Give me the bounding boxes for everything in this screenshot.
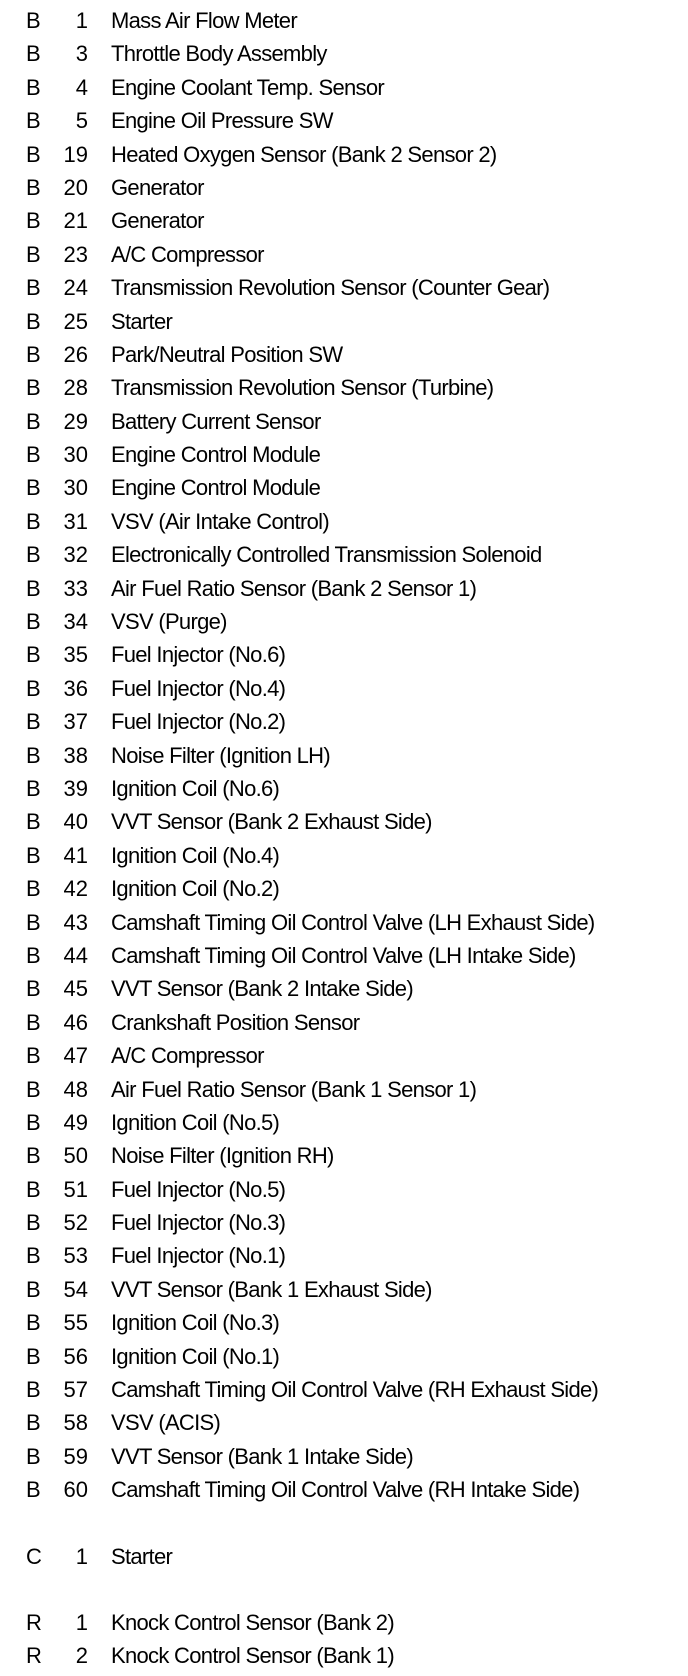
- connector-letter: B: [26, 1310, 41, 1336]
- connector-row: [0, 271, 688, 304]
- connector-number: 41: [63, 842, 88, 868]
- connector-row: [0, 1440, 688, 1473]
- connector-description: Camshaft Timing Oil Control Valve (RH Exhaust Side): [111, 1377, 599, 1403]
- connector-letter: B: [26, 241, 41, 267]
- connector-row: [0, 471, 688, 504]
- connector-number: 20: [63, 174, 88, 200]
- connector-row: [0, 1139, 688, 1172]
- connector-row: [0, 1406, 688, 1439]
- connector-row: [0, 1073, 688, 1106]
- connector-number: 36: [63, 675, 88, 701]
- connector-letter: B: [26, 108, 41, 134]
- connector-letter: R: [26, 1609, 42, 1635]
- connector-row: [0, 1639, 688, 1672]
- connector-number: 50: [63, 1143, 88, 1169]
- connector-letter: B: [26, 542, 41, 568]
- connector-letter: B: [26, 442, 41, 468]
- connector-number: 32: [63, 542, 88, 568]
- connector-row: [0, 1239, 688, 1272]
- connector-row: [0, 1006, 688, 1039]
- connector-number: 30: [63, 475, 88, 501]
- connector-row: [0, 906, 688, 939]
- connector-number: 39: [63, 775, 88, 801]
- connector-letter: B: [26, 41, 41, 67]
- connector-description: Fuel Injector (No.4): [111, 675, 286, 701]
- connector-letter: B: [26, 1377, 41, 1403]
- connector-letter: B: [26, 775, 41, 801]
- connector-description: Ignition Coil (No.2): [111, 876, 280, 902]
- connector-letter: B: [26, 1343, 41, 1369]
- connector-number: 2: [75, 1643, 88, 1669]
- connector-description: Fuel Injector (No.3): [111, 1210, 286, 1236]
- connector-row: [0, 1306, 688, 1339]
- connector-row: [0, 37, 688, 70]
- connector-description: Fuel Injector (No.5): [111, 1176, 286, 1202]
- connector-number: 25: [63, 308, 88, 334]
- connector-letter: B: [26, 1143, 41, 1169]
- connector-description: VVT Sensor (Bank 2 Exhaust Side): [111, 809, 432, 835]
- connector-description: Battery Current Sensor: [111, 408, 321, 434]
- connector-description: Electronically Controlled Transmission Solenoid: [111, 542, 542, 568]
- connector-description: Air Fuel Ratio Sensor (Bank 2 Sensor 1): [111, 575, 477, 601]
- connector-letter: B: [26, 942, 41, 968]
- connector-description: Park/Neutral Position SW: [111, 341, 343, 367]
- connector-description: Generator: [111, 208, 204, 234]
- connector-row: [0, 1473, 688, 1506]
- connector-letter: B: [26, 1410, 41, 1436]
- connector-number: 31: [63, 508, 88, 534]
- connector-row: [0, 972, 688, 1005]
- connector-description: Mass Air Flow Meter: [111, 8, 297, 33]
- connector-number: 35: [63, 642, 88, 668]
- connector-row: [0, 1606, 688, 1639]
- connector-description: Engine Coolant Temp. Sensor: [111, 74, 384, 100]
- connector-row: [0, 104, 688, 137]
- connector-number: 49: [63, 1109, 88, 1135]
- connector-number: 48: [63, 1076, 88, 1102]
- connector-row: [0, 371, 688, 404]
- connector-number: 21: [63, 208, 88, 234]
- connector-description: Heated Oxygen Sensor (Bank 2 Sensor 2): [111, 141, 497, 167]
- connector-description: Ignition Coil (No.6): [111, 775, 280, 801]
- connector-row: [0, 772, 688, 805]
- connector-number: 4: [75, 74, 88, 100]
- connector-description: Fuel Injector (No.2): [111, 709, 286, 735]
- connector-letter: B: [26, 375, 41, 401]
- connector-number: 38: [63, 742, 88, 768]
- connector-number: 26: [63, 341, 88, 367]
- connector-letter: B: [26, 1176, 41, 1202]
- connector-row: [0, 238, 688, 271]
- connector-row: [0, 1273, 688, 1306]
- connector-number: 47: [63, 1043, 88, 1069]
- connector-letter: B: [26, 475, 41, 501]
- connector-letter: B: [26, 1477, 41, 1503]
- connector-number: 3: [75, 41, 88, 67]
- connector-letter: B: [26, 842, 41, 868]
- connector-letter: B: [26, 909, 41, 935]
- connector-description: VVT Sensor (Bank 1 Exhaust Side): [111, 1276, 432, 1302]
- connector-row: [0, 872, 688, 905]
- connector-description: Camshaft Timing Oil Control Valve (RH Intake Side): [111, 1477, 580, 1503]
- connector-description: Ignition Coil (No.4): [111, 842, 280, 868]
- connector-number: 56: [63, 1343, 88, 1369]
- connector-number: 43: [63, 909, 88, 935]
- connector-letter: B: [26, 208, 41, 234]
- connector-letter: C: [26, 1543, 42, 1569]
- connector-description: VVT Sensor (Bank 2 Intake Side): [111, 976, 413, 1002]
- connector-list: [0, 4, 688, 1673]
- connector-letter: B: [26, 8, 41, 33]
- connector-letter: B: [26, 1443, 41, 1469]
- connector-description: VSV (Air Intake Control): [111, 508, 329, 534]
- connector-number: 53: [63, 1243, 88, 1269]
- connector-row: [0, 171, 688, 204]
- connector-row: [0, 1206, 688, 1239]
- connector-letter: B: [26, 141, 41, 167]
- connector-description: Fuel Injector (No.6): [111, 642, 286, 668]
- connector-description: Generator: [111, 174, 204, 200]
- connector-letter: B: [26, 709, 41, 735]
- connector-row: [0, 1340, 688, 1373]
- connector-number: 58: [63, 1410, 88, 1436]
- connector-description: A/C Compressor: [111, 1043, 264, 1069]
- connector-number: 34: [63, 609, 88, 635]
- connector-number: 1: [75, 1609, 88, 1635]
- connector-number: 45: [63, 976, 88, 1002]
- connector-number: 30: [63, 442, 88, 468]
- connector-row: [0, 572, 688, 605]
- connector-row: [0, 1540, 688, 1573]
- connector-description: Crankshaft Position Sensor: [111, 1009, 360, 1035]
- connector-description: Engine Control Module: [111, 475, 321, 501]
- connector-row: [0, 204, 688, 237]
- connector-letter: B: [26, 341, 41, 367]
- connector-description: Ignition Coil (No.1): [111, 1343, 280, 1369]
- connector-row: [0, 605, 688, 638]
- connector-number: 54: [63, 1276, 88, 1302]
- connector-number: 24: [63, 275, 88, 301]
- connector-letter: B: [26, 1009, 41, 1035]
- connector-description: Noise Filter (Ignition LH): [111, 742, 330, 768]
- connector-row: [0, 4, 688, 37]
- connector-letter: B: [26, 1043, 41, 1069]
- connector-number: 19: [63, 141, 88, 167]
- connector-description: VSV (ACIS): [111, 1410, 221, 1436]
- connector-letter: B: [26, 1243, 41, 1269]
- connector-letter: B: [26, 742, 41, 768]
- connector-letter: B: [26, 976, 41, 1002]
- connector-description: Transmission Revolution Sensor (Turbine): [111, 375, 494, 401]
- connector-description: Knock Control Sensor (Bank 1): [111, 1643, 394, 1669]
- connector-number: 28: [63, 375, 88, 401]
- connector-row: [0, 305, 688, 338]
- connector-row: [0, 805, 688, 838]
- connector-description: Knock Control Sensor (Bank 2): [111, 1609, 394, 1635]
- connector-letter: B: [26, 675, 41, 701]
- connector-row: [0, 71, 688, 104]
- connector-letter: B: [26, 408, 41, 434]
- connector-letter: B: [26, 308, 41, 334]
- connector-number: 1: [75, 1543, 88, 1569]
- connector-number: 60: [63, 1477, 88, 1503]
- connector-letter: B: [26, 1109, 41, 1135]
- connector-letter: B: [26, 1210, 41, 1236]
- connector-number: 5: [75, 108, 88, 134]
- connector-row: [0, 1373, 688, 1406]
- connector-row: [0, 338, 688, 371]
- connector-description: Ignition Coil (No.3): [111, 1310, 280, 1336]
- connector-number: 46: [63, 1009, 88, 1035]
- connector-description: Throttle Body Assembly: [111, 41, 327, 67]
- connector-number: 59: [63, 1443, 88, 1469]
- connector-letter: B: [26, 275, 41, 301]
- connector-number: 37: [63, 709, 88, 735]
- connector-number: 1: [75, 8, 88, 33]
- connector-letter: B: [26, 642, 41, 668]
- connector-description: Engine Oil Pressure SW: [111, 108, 333, 134]
- connector-number: 55: [63, 1310, 88, 1336]
- connector-description: VVT Sensor (Bank 1 Intake Side): [111, 1443, 413, 1469]
- connector-description: Engine Control Module: [111, 442, 321, 468]
- connector-number: 57: [63, 1377, 88, 1403]
- connector-description: Camshaft Timing Oil Control Valve (LH Exhaust Side): [111, 909, 595, 935]
- connector-row: [0, 739, 688, 772]
- connector-description: A/C Compressor: [111, 241, 264, 267]
- connector-row: [0, 839, 688, 872]
- connector-number: 44: [63, 942, 88, 968]
- connector-number: 52: [63, 1210, 88, 1236]
- connector-row: [0, 438, 688, 471]
- connector-row: [0, 939, 688, 972]
- connector-letter: B: [26, 174, 41, 200]
- connector-number: 33: [63, 575, 88, 601]
- connector-row: [0, 405, 688, 438]
- connector-number: 51: [63, 1176, 88, 1202]
- connector-number: 23: [63, 241, 88, 267]
- connector-letter: R: [26, 1643, 42, 1669]
- connector-letter: B: [26, 876, 41, 902]
- connector-description: VSV (Purge): [111, 609, 227, 635]
- connector-row: [0, 538, 688, 571]
- connector-description: Starter: [111, 1543, 173, 1569]
- connector-row: [0, 1039, 688, 1072]
- connector-description: Transmission Revolution Sensor (Counter Gear): [111, 275, 550, 301]
- connector-row: [0, 505, 688, 538]
- connector-row: [0, 638, 688, 671]
- connector-row: [0, 138, 688, 171]
- connector-letter: B: [26, 1076, 41, 1102]
- connector-description: Camshaft Timing Oil Control Valve (LH Intake Side): [111, 942, 576, 968]
- connector-number: 40: [63, 809, 88, 835]
- connector-number: 29: [63, 408, 88, 434]
- connector-description: Noise Filter (Ignition RH): [111, 1143, 334, 1169]
- connector-row: [0, 1106, 688, 1139]
- connector-letter: B: [26, 74, 41, 100]
- connector-description: Starter: [111, 308, 173, 334]
- connector-row: [0, 1173, 688, 1206]
- connector-letter: B: [26, 609, 41, 635]
- connector-description: Air Fuel Ratio Sensor (Bank 1 Sensor 1): [111, 1076, 477, 1102]
- connector-letter: B: [26, 575, 41, 601]
- connector-number: 42: [63, 876, 88, 902]
- connector-letter: B: [26, 809, 41, 835]
- connector-description: Ignition Coil (No.5): [111, 1109, 280, 1135]
- connector-row: [0, 672, 688, 705]
- connector-letter: B: [26, 508, 41, 534]
- connector-description: Fuel Injector (No.1): [111, 1243, 286, 1269]
- connector-letter: B: [26, 1276, 41, 1302]
- connector-row: [0, 705, 688, 738]
